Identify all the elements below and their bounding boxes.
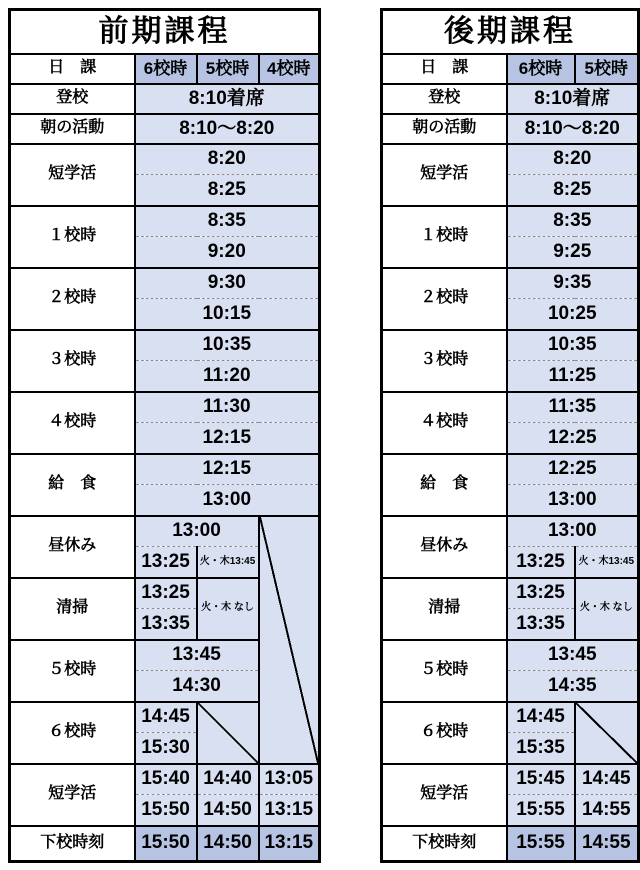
- time-cell: 8:35: [507, 206, 639, 237]
- note-cell: 火・木13:45: [197, 547, 259, 578]
- row-label-p3: ３校時: [10, 330, 135, 392]
- time-cell: 12:25: [507, 423, 639, 454]
- time-cell: 8:25: [135, 175, 320, 206]
- time-cell: 10:25: [507, 299, 639, 330]
- time-cell: 9:35: [507, 268, 639, 299]
- header-col-4: 4校時: [259, 54, 320, 84]
- row-label-tangaku1: 短学活: [382, 144, 507, 206]
- timetables-container: [8, 8, 640, 863]
- time-cell: 9:25: [507, 237, 639, 268]
- row-label-p3: ３校時: [382, 330, 507, 392]
- time-cell: 13:00: [507, 485, 639, 516]
- timetable-zenki: [8, 8, 321, 863]
- row-label-asa: 朝の活動: [382, 114, 507, 144]
- header-col-5: 5校時: [575, 54, 639, 84]
- time-cell: 13:00: [135, 516, 259, 547]
- time-cell: 11:20: [135, 361, 320, 392]
- time-cell: 14:55: [575, 826, 639, 862]
- row-label-seiso: 清掃: [382, 578, 507, 640]
- time-cell: 8:10着席: [507, 84, 639, 114]
- time-cell: 14:40: [197, 764, 259, 795]
- row-label-kyushoku: 給 食: [382, 454, 507, 516]
- time-cell: 8:20: [135, 144, 320, 175]
- row-label-tangaku2: 短学活: [10, 764, 135, 826]
- row-label-kyushoku: 給 食: [10, 454, 135, 516]
- header-col-5: 5校時: [197, 54, 259, 84]
- na-diagonal-cell: [197, 702, 259, 764]
- row-label-gekou: 下校時刻: [10, 826, 135, 862]
- time-cell: 15:30: [135, 733, 197, 764]
- row-label-p6: ６校時: [10, 702, 135, 764]
- time-cell: 11:30: [135, 392, 320, 423]
- time-cell: 9:30: [135, 268, 320, 299]
- time-cell: 15:55: [507, 826, 575, 862]
- time-cell: 8:10～8:20: [135, 114, 320, 144]
- row-label-p4: ４校時: [10, 392, 135, 454]
- time-cell: 14:30: [135, 671, 259, 702]
- time-cell: 13:00: [135, 485, 320, 516]
- row-label-p6: ６校時: [382, 702, 507, 764]
- header-col-6: 6校時: [135, 54, 197, 84]
- time-cell: 13:25: [135, 578, 197, 609]
- time-cell: 8:35: [135, 206, 320, 237]
- time-cell: 14:45: [575, 764, 639, 795]
- header-day-label: 日 課: [382, 54, 507, 84]
- time-cell: 8:10～8:20: [507, 114, 639, 144]
- row-label-tangaku2: 短学活: [382, 764, 507, 826]
- time-cell: 14:50: [197, 826, 259, 862]
- row-label-p5: ５校時: [10, 640, 135, 702]
- time-cell: 15:45: [507, 764, 575, 795]
- row-label-p5: ５校時: [382, 640, 507, 702]
- note-cell: 火・木 なし: [197, 578, 259, 640]
- time-cell: 14:55: [575, 795, 639, 826]
- row-label-p2: ２校時: [10, 268, 135, 330]
- time-cell: 10:35: [135, 330, 320, 361]
- time-cell: 13:45: [135, 640, 259, 671]
- time-cell: 15:40: [135, 764, 197, 795]
- time-cell: 13:25: [135, 547, 197, 578]
- row-label-toko: 登校: [382, 84, 507, 114]
- time-cell: 13:35: [507, 609, 575, 640]
- time-cell: 13:45: [507, 640, 639, 671]
- row-label-hiru: 昼休み: [10, 516, 135, 578]
- time-cell: 11:35: [507, 392, 639, 423]
- row-label-p1: １校時: [10, 206, 135, 268]
- row-label-hiru: 昼休み: [382, 516, 507, 578]
- table-title-koki: 後期課程: [382, 10, 639, 54]
- time-cell: 13:15: [259, 826, 320, 862]
- time-cell: 15:50: [135, 795, 197, 826]
- row-label-asa: 朝の活動: [10, 114, 135, 144]
- row-label-p1: １校時: [382, 206, 507, 268]
- row-label-p2: ２校時: [382, 268, 507, 330]
- na-diagonal-cell: [575, 702, 639, 764]
- time-cell: 8:20: [507, 144, 639, 175]
- note-cell: 火・木 なし: [575, 578, 639, 640]
- table-title-zenki: 前期課程: [10, 10, 320, 54]
- na-diagonal-cell: [259, 516, 320, 764]
- time-cell: 12:15: [135, 423, 320, 454]
- time-cell: 14:45: [135, 702, 197, 733]
- note-cell: 火・木13:45: [575, 547, 639, 578]
- row-label-seiso: 清掃: [10, 578, 135, 640]
- time-cell: 14:45: [507, 702, 575, 733]
- row-label-tangaku1: 短学活: [10, 144, 135, 206]
- time-cell: 13:25: [507, 547, 575, 578]
- header-col-6: 6校時: [507, 54, 575, 84]
- time-cell: 15:55: [507, 795, 575, 826]
- time-cell: 15:50: [135, 826, 197, 862]
- time-cell: 15:35: [507, 733, 575, 764]
- time-cell: 8:10着席: [135, 84, 320, 114]
- time-cell: 8:25: [507, 175, 639, 206]
- time-cell: 12:25: [507, 454, 639, 485]
- row-label-p4: ４校時: [382, 392, 507, 454]
- time-cell: 11:25: [507, 361, 639, 392]
- time-cell: 13:00: [507, 516, 639, 547]
- time-cell: 12:15: [135, 454, 320, 485]
- time-cell: 14:35: [507, 671, 639, 702]
- timetable-koki: [380, 8, 640, 863]
- time-cell: 10:15: [135, 299, 320, 330]
- row-label-toko: 登校: [10, 84, 135, 114]
- header-day-label: 日 課: [10, 54, 135, 84]
- time-cell: 10:35: [507, 330, 639, 361]
- time-cell: 9:20: [135, 237, 320, 268]
- time-cell: 13:05: [259, 764, 320, 795]
- time-cell: 14:50: [197, 795, 259, 826]
- time-cell: 13:35: [135, 609, 197, 640]
- time-cell: 13:15: [259, 795, 320, 826]
- row-label-gekou: 下校時刻: [382, 826, 507, 862]
- time-cell: 13:25: [507, 578, 575, 609]
